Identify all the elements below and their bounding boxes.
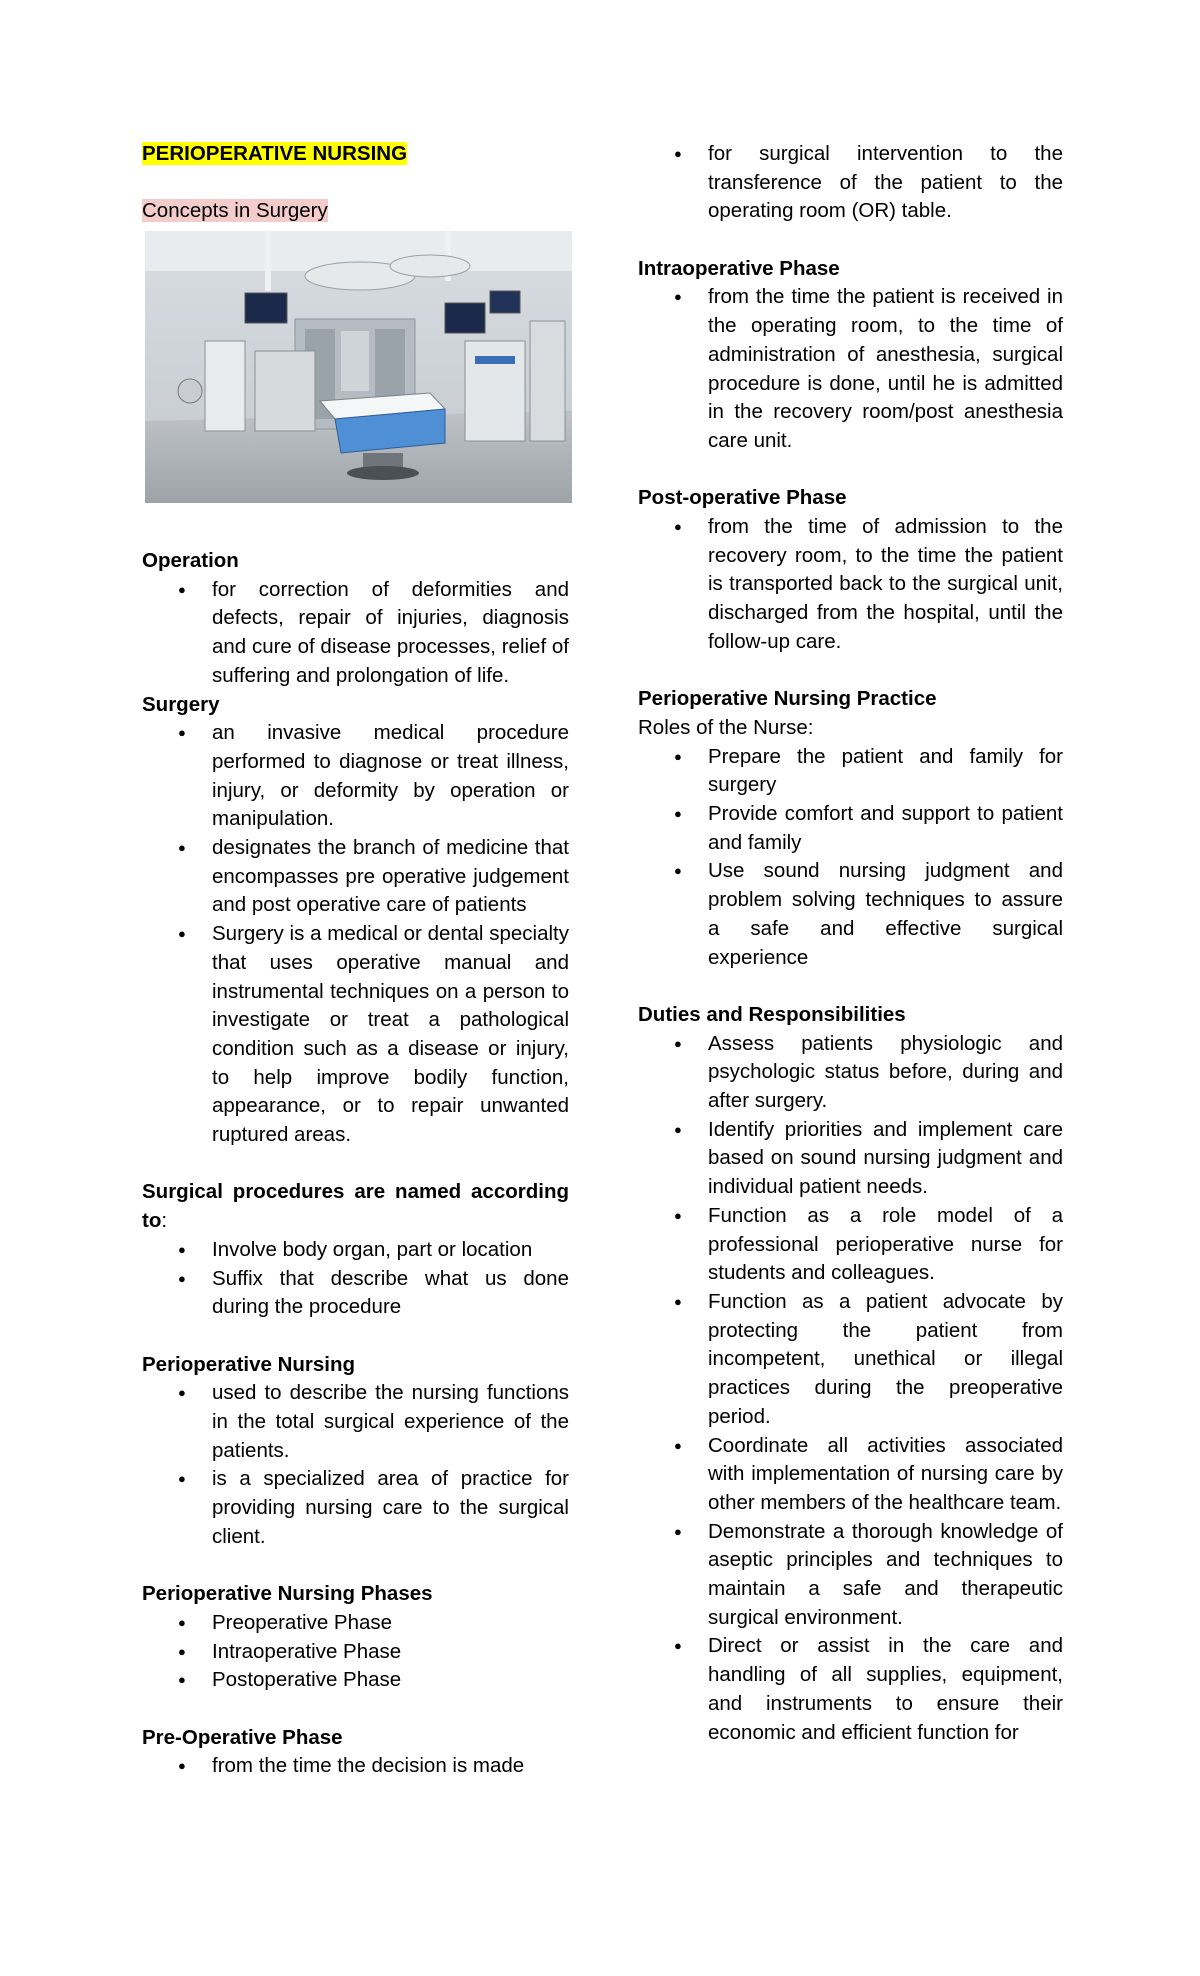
list-item: ● Prepare the patient and family for surgery [638,743,1063,800]
list-item: ● Function as a role model of a professional perioperative nurse for students and colleagues. [638,1202,1063,1288]
postop-list [638,513,1063,657]
naming-heading-block [142,1178,569,1235]
list-item: ● Function as a patient advocate by protecting the patient from incompetent, unethical or illegal practices during the preoperative period. [638,1288,1063,1432]
list-item: ● Postoperative Phase [142,1666,569,1695]
list-item: ● Direct or assist in the care and handling of all supplies, equipment, and instruments to ensure their economic and efficient function for [638,1632,1063,1747]
operating-room-photo [145,231,572,503]
perioperative-list [142,1379,569,1551]
surgery-heading: Surgery [142,692,220,716]
list-item: ● from the time the patient is received in the operating room, to the time of administration of anesthesia, surgical procedure is done, until he is admitted in the recovery room/post anesthesia care unit. [638,283,1063,455]
intraop-heading: Intraoperative Phase [638,256,840,280]
phases-heading: Perioperative Nursing Phases [142,1582,433,1606]
list-item: ● Assess patients physiologic and psychologic status before, during and after surgery. [638,1030,1063,1116]
list-item: ● Identify priorities and implement care based on sound nursing judgment and individual patient needs. [638,1116,1063,1202]
preop-continuation-list [638,140,1063,226]
duties-list [638,1030,1063,1748]
list-item: ● Involve body organ, part or location [142,1236,569,1265]
list-item: ● used to describe the nursing functions in the total surgical experience of the patients. [142,1379,569,1465]
list-item: ● Surgery is a medical or dental specialty that uses operative manual and instrumental techniques on a person to investigate or treat a pathological condition such as a disease or injury, to help improve bodily function, appearance, or to repair unwanted ruptured areas. [142,920,569,1150]
list-item: ● from the time of admission to the recovery room, to the time the patient is transported back to the surgical unit, discharged from the hospital, until the follow-up care. [638,513,1063,657]
list-item: ● designates the branch of medicine that encompasses pre operative judgement and post operative care of patients [142,834,569,920]
duties-heading: Duties and Responsibilities [638,1002,906,1026]
list-item: ● Demonstrate a thorough knowledge of aseptic principles and techniques to maintain a safe and therapeutic surgical environment. [638,1518,1063,1633]
surgery-list [142,719,569,1150]
right-column [638,140,1063,1747]
list-item: ● Coordinate all activities associated with implementation of nursing care by other members of the healthcare team. [638,1432,1063,1518]
list-item: ● an invasive medical procedure performed to diagnose or treat illness, injury, or deformity by operation or manipulation. [142,719,569,834]
naming-list [142,1236,569,1322]
list-item: ● Provide comfort and support to patient and family [638,800,1063,857]
perioperative-nursing-heading: Perioperative Nursing [142,1352,356,1376]
practice-heading: Perioperative Nursing Practice [638,687,937,711]
naming-heading-colon: : [161,1209,168,1233]
list-item: ● Intraoperative Phase [142,1638,569,1667]
operation-heading: Operation [142,549,239,573]
list-item: ● from the time the decision is made [142,1752,569,1781]
section-subtitle: Concepts in Surgery [142,199,328,223]
roles-subheading: Roles of the Nurse: [638,715,814,739]
intraop-list [638,283,1063,455]
list-item: ● for surgical intervention to the transference of the patient to the operating room (OR) table. [638,140,1063,226]
left-column [142,140,569,1781]
phases-list [142,1609,569,1695]
list-item: ● Preoperative Phase [142,1609,569,1638]
list-item: ● Use sound nursing judgment and problem solving techniques to assure a safe and effective surgical experience [638,857,1063,972]
naming-heading: Surgical procedures are named according to [142,1180,569,1233]
list-item: ● is a specialized area of practice for providing nursing care to the surgical client. [142,1465,569,1551]
list-item: ● Suffix that describe what us done during the procedure [142,1265,569,1322]
list-item: ● for correction of deformities and defects, repair of injuries, diagnosis and cure of disease processes, relief of suffering and prolongation of life. [142,576,569,691]
preop-heading: Pre-Operative Phase [142,1725,343,1749]
postop-heading: Post-operative Phase [638,486,847,510]
preop-list [142,1752,569,1781]
document-title: PERIOPERATIVE NURSING [142,142,408,165]
operation-list [142,576,569,691]
roles-list [638,743,1063,973]
